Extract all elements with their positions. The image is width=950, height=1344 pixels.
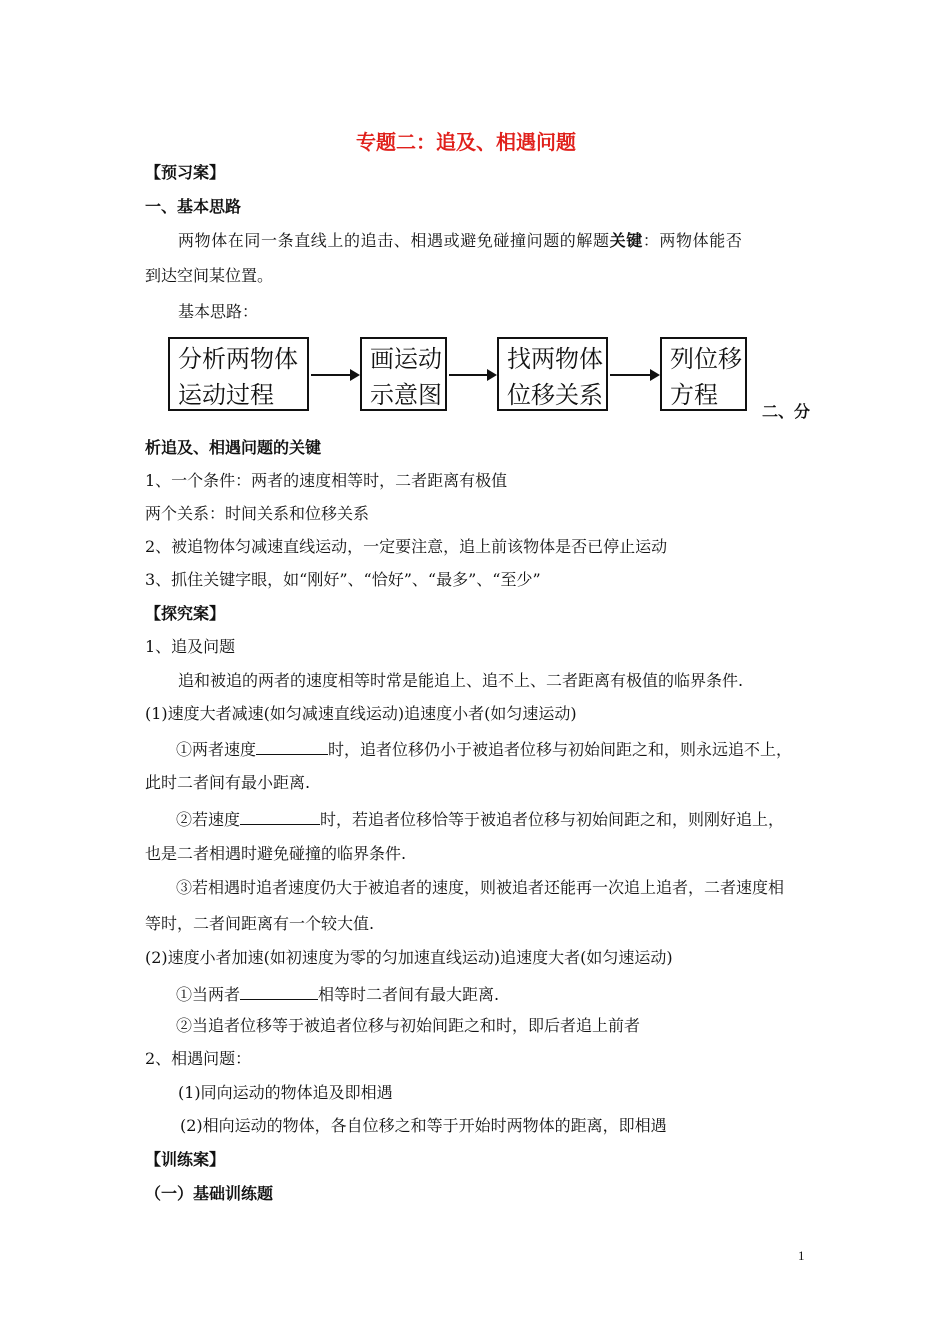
paragraph-continuation: 也是二者相遇时避免碰撞的临界条件. [145,844,407,863]
preview-header: 【预习案】 [145,163,226,182]
flow-step-analyze [168,337,309,411]
flow-arrow [610,374,658,376]
paragraph: ③若相遇时追者速度仍大于被追者的速度，则被追者还能再一次追上追者，二者速度相 [176,878,785,897]
flow-step-line: 分析两物体 [178,345,298,373]
fill-blank-line [176,983,499,1005]
list-item: 3、抓住关键字眼，如“刚好”、“恰好”、“最多”、“至少” [145,570,541,589]
case-heading: (2)速度小者加速(如初速度为零的匀加速直线运动)追速度大者(如匀速运动) [145,948,673,967]
training-header: 【训练案】 [145,1150,226,1169]
section-heading-part-b: 析追及、相遇问题的关键 [145,438,322,457]
answer-blank[interactable] [240,808,320,825]
flow-step-line: 位移关系 [507,381,603,409]
flow-step-line: 画运动 [370,345,442,373]
line-text: 时，若追者位移恰等于被追者位移与初始间距之和，则刚好追上， [320,810,785,829]
flow-step-line: 示意图 [370,381,442,409]
paragraph: ②当追者位移等于被追者位移与初始间距之和时，即后者追上前者 [176,1016,641,1035]
paragraph-key-point [178,231,742,251]
paragraph-text: ：两物体能否 [642,231,743,250]
answer-blank[interactable] [256,738,328,755]
list-item: (1)同向运动的物体追及即相遇 [178,1083,393,1102]
page-title: 专题二：追及、相遇问题 [356,130,576,154]
flow-step-relation [497,337,608,411]
case-heading: (1)速度大者减速(如匀减速直线运动)追速度小者(如匀速运动) [145,704,577,723]
flow-arrow [449,374,495,376]
flow-arrow [311,374,358,376]
training-subheading: （一）基础训练题 [145,1184,274,1203]
flow-step-line: 运动过程 [178,381,274,409]
subsection-heading: 1、追及问题 [145,637,236,656]
answer-blank[interactable] [240,983,318,1000]
paragraph-text: 两物体在同一条直线上的追击、相遇或避免碰撞问题的解题 [178,231,610,250]
paragraph-continuation: 到达空间某位置。 [145,266,274,285]
fill-blank-line [176,808,784,830]
line-text: ②若速度 [176,810,241,829]
flow-intro-label: 基本思路： [178,302,259,321]
flow-step-line: 方程 [670,381,718,409]
list-item: 2、被追物体匀减速直线运动，一定要注意，追上前该物体是否已停止运动 [145,537,668,556]
fill-blank-line [176,738,792,760]
flow-step-line: 列位移 [670,345,742,373]
key-word: 关键 [609,231,643,250]
line-text: ①两者速度 [176,740,257,759]
list-item: (2)相向运动的物体，各自位移之和等于开始时两物体的距离，即相遇 [180,1116,667,1135]
flow-step-draw [360,337,447,411]
flow-step-line: 找两物体 [507,345,603,373]
list-item: 1、一个条件：两者的速度相等时，二者距离有极值 [145,471,508,490]
section-heading-part-a: 二、分 [762,402,811,421]
paragraph-continuation: 此时二者间有最小距离. [145,773,311,792]
section-heading-basic-approach: 一、基本思路 [145,197,242,216]
subsection-heading: 2、相遇问题： [145,1049,252,1068]
line-text: 时，追者位移仍小于被追者位移与初始间距之和，则永远追不上， [328,740,793,759]
list-item: 两个关系：时间关系和位移关系 [145,504,370,523]
line-text: 相等时二者间有最大距离. [318,985,500,1004]
flow-step-equation [660,337,747,411]
paragraph-continuation: 等时，二者间距离有一个较大值. [145,914,375,933]
line-text: ①当两者 [176,985,241,1004]
paragraph: 追和被追的两者的速度相等时常是能追上、追不上、二者距离有极值的临界条件. [178,671,744,690]
page-number: 1 [798,1248,805,1263]
explore-header: 【探究案】 [145,604,226,623]
